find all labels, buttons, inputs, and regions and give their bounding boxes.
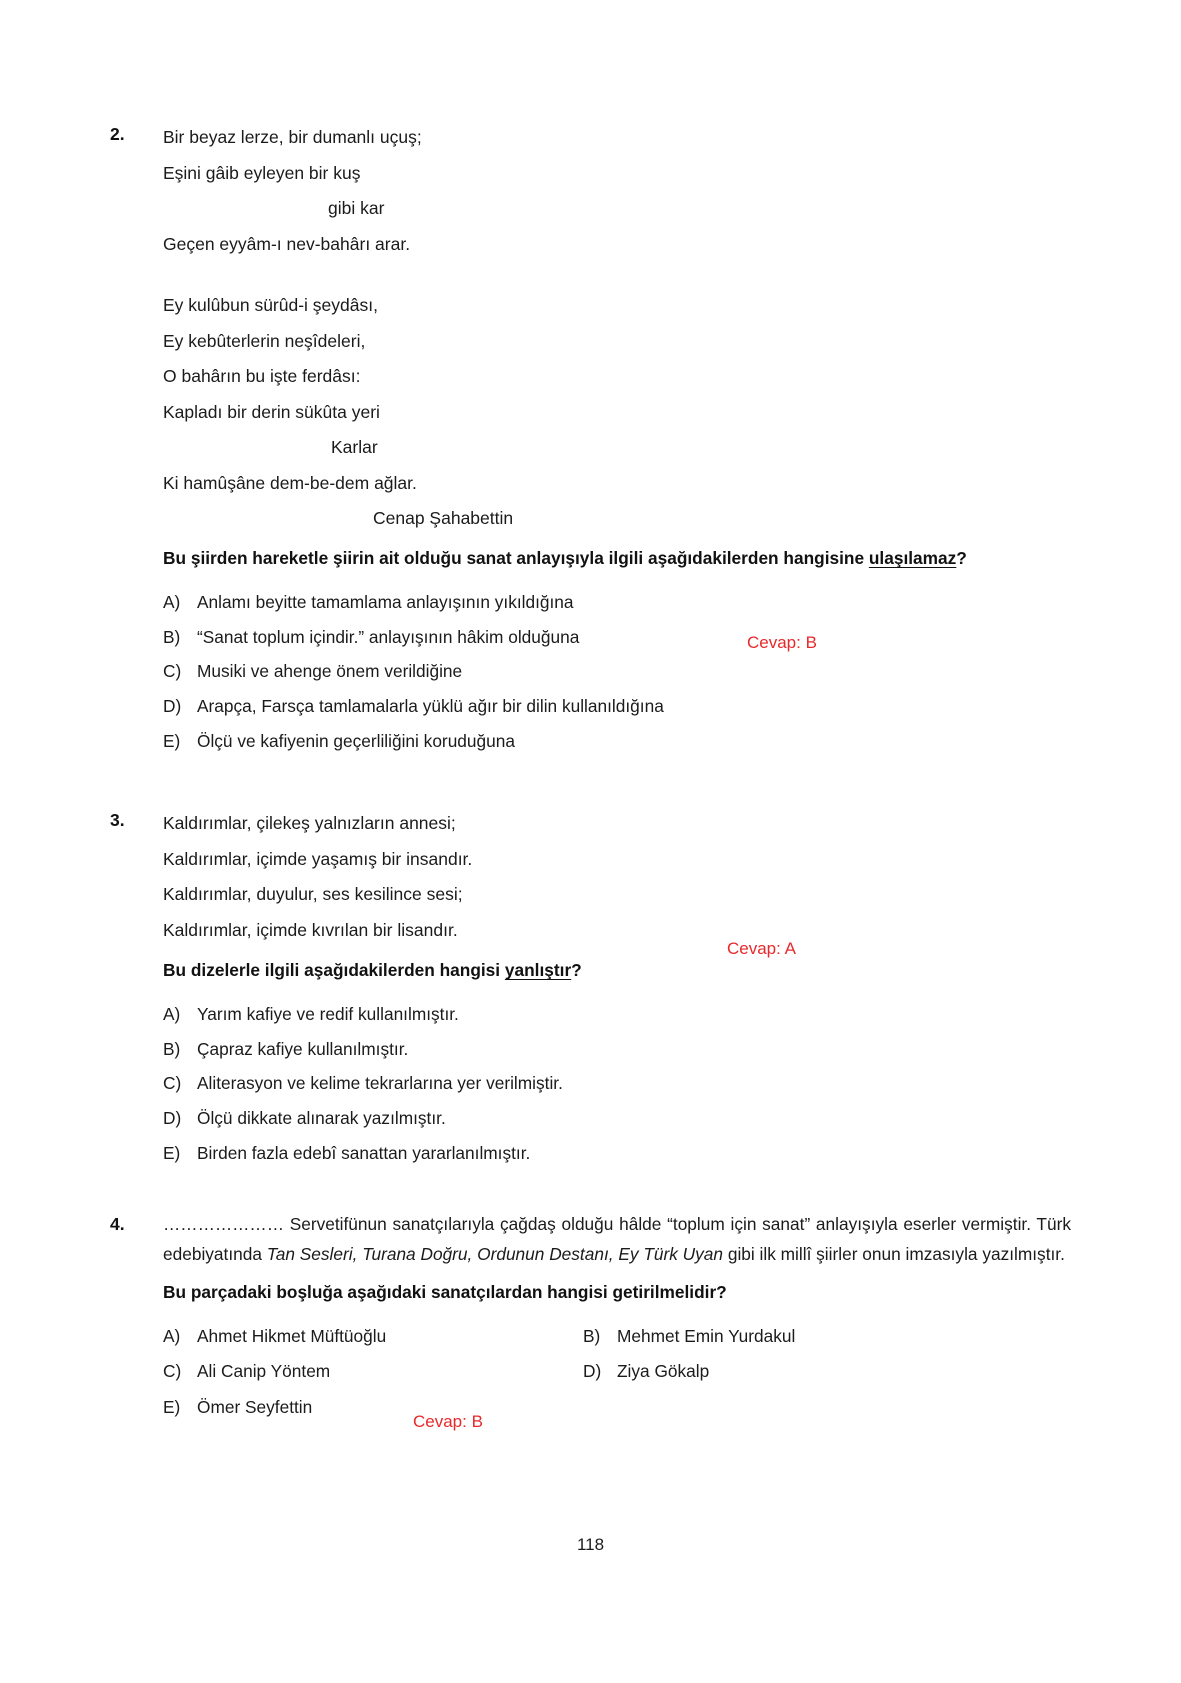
question-3 bbox=[110, 806, 1071, 1170]
poem-line: Kaldırımlar, içimde yaşamış bir insandır. bbox=[163, 848, 473, 869]
poem-line: Geçen eyyâm-ı nev-bahârı arar. bbox=[163, 233, 411, 254]
paragraph-italic-titles: Tan Sesleri, Turana Doğru, Ordunun Destanı, Ey Türk Uyan bbox=[266, 1244, 724, 1264]
poem-attribution: Cenap Şahabettin bbox=[373, 508, 514, 529]
option-row[interactable] bbox=[583, 1319, 1071, 1354]
poem-line: Karlar bbox=[331, 437, 378, 458]
poem-line: Ey kulûbun sürûd-i şeydâsı, bbox=[163, 295, 378, 316]
option-row[interactable] bbox=[163, 1066, 1071, 1101]
option-row[interactable] bbox=[163, 1390, 583, 1425]
option-text: Ali Canip Yöntem bbox=[197, 1361, 331, 1382]
question-spacer bbox=[110, 1170, 1071, 1210]
option-text: Ahmet Hikmet Müftüoğlu bbox=[197, 1325, 387, 1346]
option-letter: B) bbox=[163, 1038, 181, 1059]
option-row[interactable] bbox=[163, 620, 1071, 655]
option-letter: E) bbox=[163, 730, 181, 751]
question-4-paragraph bbox=[163, 1210, 1071, 1270]
paragraph-part-2: gibi ilk millî şiirler onun imzasıyla yazılmıştır. bbox=[723, 1244, 1065, 1264]
option-row[interactable] bbox=[163, 1136, 1071, 1171]
option-letter: D) bbox=[583, 1361, 602, 1382]
option-letter: C) bbox=[163, 1361, 182, 1382]
question-2-options bbox=[163, 585, 1071, 758]
poem-line: Kaldırımlar, çilekeş yalnızların annesi; bbox=[163, 813, 456, 834]
question-3-poem bbox=[163, 806, 1071, 948]
option-text: Arapça, Farsça tamlamalarla yüklü ağır bir dilin kullanıldığına bbox=[197, 695, 664, 716]
option-text: Aliterasyon ve kelime tekrarlarına yer verilmiştir. bbox=[197, 1073, 563, 1094]
poem-line: Ki hamûşâne dem-be-dem ağlar. bbox=[163, 472, 417, 493]
option-text: Ölçü ve kafiyenin geçerliliğini koruduğuna bbox=[197, 730, 515, 751]
option-letter: E) bbox=[163, 1142, 181, 1163]
question-4 bbox=[110, 1210, 1071, 1432]
question-4-body bbox=[163, 1210, 1071, 1425]
poem-line: Eşini gâib eyleyen bir kuş bbox=[163, 162, 361, 183]
option-row[interactable] bbox=[583, 1354, 1071, 1389]
option-letter: A) bbox=[163, 592, 181, 613]
option-letter: B) bbox=[163, 626, 181, 647]
question-2-number: 2. bbox=[110, 124, 125, 144]
option-row[interactable] bbox=[163, 997, 1071, 1032]
option-text: Çapraz kafiye kullanılmıştır. bbox=[197, 1038, 409, 1059]
option-text: “Sanat toplum içindir.” anlayışının hâkim olduğuna bbox=[197, 626, 580, 647]
option-row[interactable] bbox=[163, 689, 1071, 724]
poem-line: Kapladı bir derin sükûta yeri bbox=[163, 401, 380, 422]
option-letter: C) bbox=[163, 1073, 182, 1094]
answer-annotation-question-4: Cevap: B bbox=[413, 1412, 483, 1432]
option-row[interactable] bbox=[163, 585, 1071, 620]
stem-text: Bu dizelerle ilgili aşağıdakilerden hangisi bbox=[163, 960, 505, 981]
option-text: Anlamı beyitte tamamlama anlayışının yıkıldığına bbox=[197, 592, 574, 613]
question-3-number: 3. bbox=[110, 810, 125, 831]
option-text: Mehmet Emin Yurdakul bbox=[617, 1325, 796, 1346]
option-letter: D) bbox=[163, 1108, 182, 1129]
question-spacer bbox=[110, 758, 1071, 806]
stem-text: Bu şiirden hareketle şiirin ait olduğu sanat anlayışıyla ilgili aşağıdakilerden hangisine bbox=[163, 548, 869, 569]
option-row[interactable] bbox=[163, 1101, 1071, 1136]
poem-line: Ey kebûterlerin neşîdeleri, bbox=[163, 330, 366, 351]
answer-annotation-question-3: Cevap: A bbox=[727, 939, 796, 959]
poem-line: Bir beyaz lerze, bir dumanlı uçuş; bbox=[163, 127, 422, 147]
question-2 bbox=[110, 120, 1071, 758]
question-4-stem: Bu parçadaki boşluğa aşağıdaki sanatçılardan hangisi getirilmelidir? bbox=[163, 1281, 727, 1302]
option-letter: C) bbox=[163, 661, 182, 682]
option-text: Birden fazla edebî sanattan yararlanılmıştır. bbox=[197, 1142, 531, 1163]
answer-annotation-question-2: Cevap: B bbox=[747, 633, 817, 652]
poem-line: Kaldırımlar, duyulur, ses kesilince sesi; bbox=[163, 884, 463, 905]
question-2-body bbox=[163, 120, 1071, 758]
option-letter: A) bbox=[163, 1325, 181, 1346]
option-row[interactable] bbox=[163, 1032, 1071, 1067]
option-row[interactable] bbox=[163, 654, 1071, 689]
question-2-stem bbox=[163, 544, 1023, 573]
page-number: 118 bbox=[576, 1535, 605, 1554]
question-3-options bbox=[163, 997, 1071, 1170]
poem-line: Kaldırımlar, içimde kıvrılan bir lisandır. bbox=[163, 919, 458, 940]
question-3-stem bbox=[163, 956, 1023, 985]
option-text: Ömer Seyfettin bbox=[197, 1396, 313, 1417]
stem-text-tail: ? bbox=[956, 548, 967, 569]
poem-line: O bahârın bu işte ferdâsı: bbox=[163, 366, 361, 387]
question-2-poem bbox=[163, 120, 1071, 501]
stem-underlined-text: yanlıştır bbox=[504, 960, 572, 981]
option-text: Ölçü dikkate alınarak yazılmıştır. bbox=[197, 1108, 446, 1129]
option-text: Ziya Gökalp bbox=[617, 1361, 710, 1382]
option-row[interactable] bbox=[163, 724, 1071, 759]
option-text: Musiki ve ahenge önem verildiğine bbox=[197, 661, 463, 682]
option-row[interactable] bbox=[163, 1319, 583, 1354]
question-3-body bbox=[163, 806, 1071, 1170]
poem-stanza-break bbox=[163, 262, 1071, 288]
option-text: Yarım kafiye ve redif kullanılmıştır. bbox=[197, 1004, 459, 1025]
poem-line: gibi kar bbox=[328, 198, 385, 219]
option-letter: A) bbox=[163, 1004, 181, 1025]
paragraph-part-1: ………………… Servetifünun sanatçılarıyla çağdaş olduğu hâlde “toplum için sanat” anlayışıyla eserler vermiştir. Türk edebiyatında bbox=[163, 1214, 1071, 1264]
option-letter: D) bbox=[163, 695, 182, 716]
option-letter: E) bbox=[163, 1396, 181, 1417]
question-4-number: 4. bbox=[110, 1214, 125, 1235]
stem-text-tail: ? bbox=[571, 960, 582, 981]
question-4-options bbox=[163, 1319, 1071, 1425]
option-row[interactable] bbox=[163, 1354, 583, 1389]
option-letter: B) bbox=[583, 1325, 601, 1346]
stem-underlined-text: ulaşılamaz bbox=[868, 548, 957, 569]
